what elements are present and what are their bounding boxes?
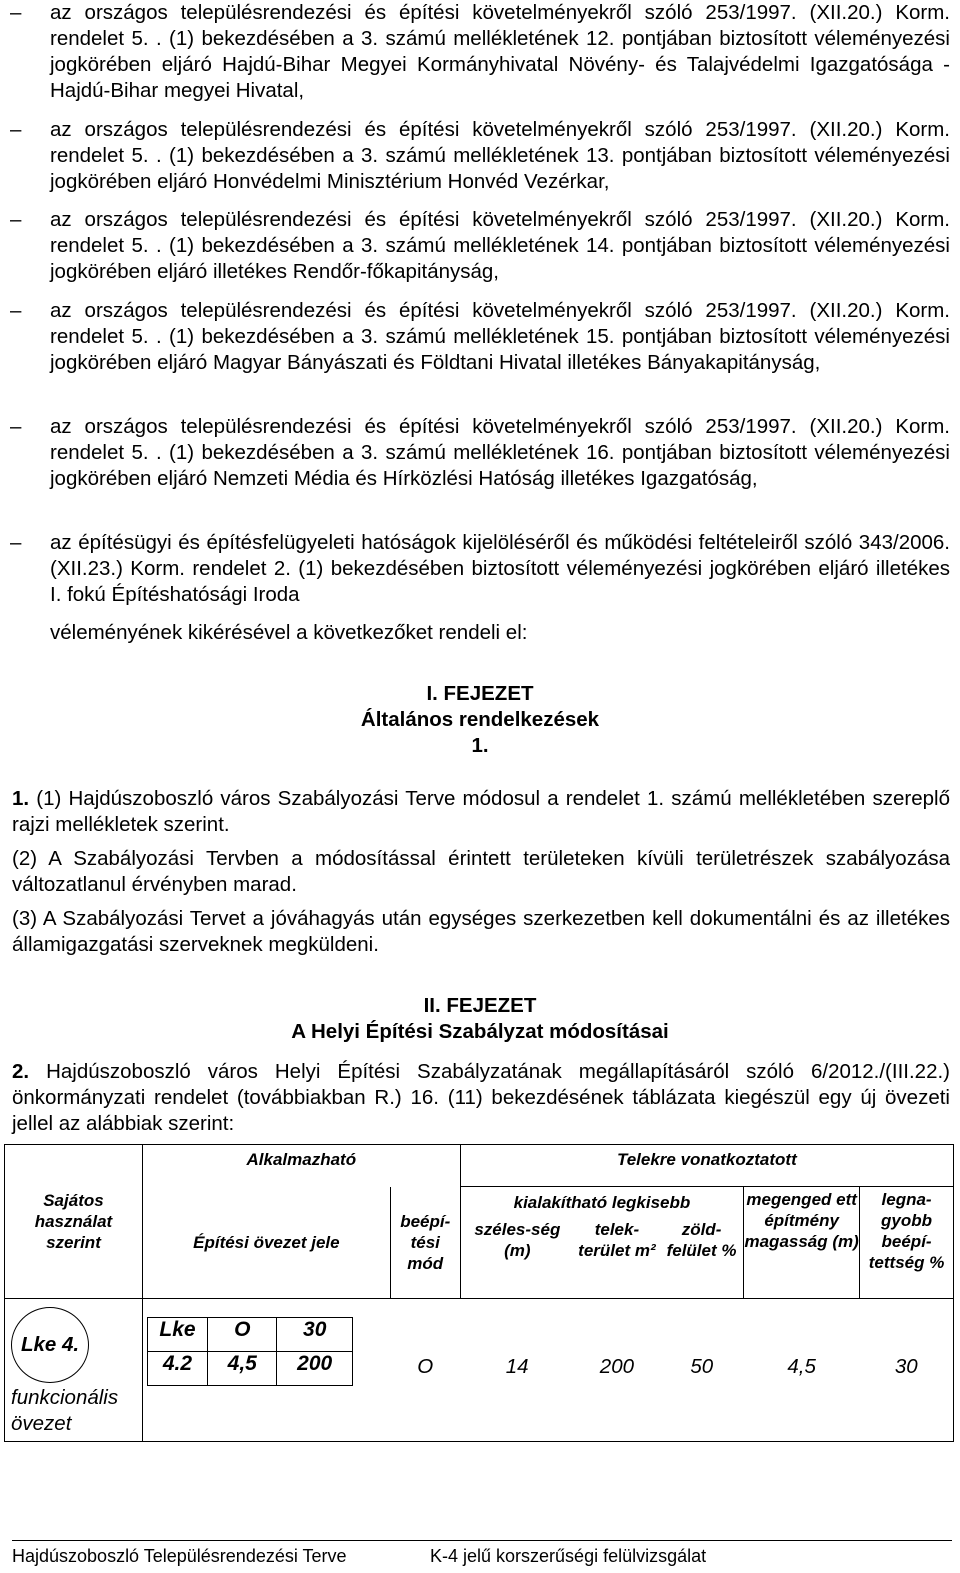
bullet-text: az országos településrendezési és építési követelményekről szóló 253/1997. (XII.20.) Korm. rendelet 5. . (1) bekezdésében a 3. számú mellékletének 12. pontjában biztosított véleményezési jogkörében eljáró Hajdú-Bihar Megyei Kormányhivatal Növény- és Talajvédelmi Igazgatósága - Hajdú-Bihar megyei Hivatal, [50,1,950,102]
bullet-item [0,117,950,195]
closing-text: véleményének kikérésével a következőket rendeli el: [50,621,528,644]
header-smallest: kialakítható legkisebb [460,1187,744,1219]
header-area: telek-terület m² [574,1219,660,1299]
zone-sign-cell [142,1299,390,1442]
sign-bottom-left: 4.2 [147,1352,207,1386]
sign-top-left: Lke [147,1318,207,1352]
bullet-text: az országos településrendezési és építési követelményekről szóló 253/1997. (XII.20.) Korm. rendelet 5. . (1) bekezdésében a 3. számú mellékletének 14. pontjában biztosított véleményezési jogkörében eljáró illetékes Rendőr-főkapitányság, [50,208,950,283]
use-cell [5,1299,143,1442]
header-width: széles-ség (m) [460,1219,574,1299]
bullet-text: az építésügyi és építésfelügyeleti hatóságok kijelöléséről és működési feltételeiről szóló 343/2006. (XII.23.) Korm. rendelet 2. (1) bekezdésében biztosított véleményezési jogkörében eljáró illetékes I. fokú Építéshatósági Iroda [50,531,950,606]
bullet-item [0,414,950,492]
sign-top-mid: O [208,1318,277,1352]
dash-icon: – [10,415,22,438]
header-height: megenged ett építmény magasság (m) [744,1187,860,1299]
chapter-number: II. FEJEZET [423,994,537,1017]
footer-right: K-4 jelű korszerűségi felülvizsgálat [430,1546,707,1566]
dash-icon: – [10,1,22,24]
paragraph-number: 1. [12,787,30,810]
header-lot: Telekre vonatkoztatott [460,1145,953,1187]
paragraph: 2. Hajdúszoboszló város Helyi Építési Szabályzatának megállapításáról szóló 6/2012./(III.22.) önkormányzati rendelet (továbbiakban R.) 16. (11) bekezdésének táblázata kiegészül egy új övezeti jellel az alábbiak szerint: [12,1060,950,1135]
cell-mode: O [390,1299,460,1442]
cell-width: 14 [460,1299,574,1442]
dash-icon: – [10,118,22,141]
bullet-text: az országos településrendezési és építési követelményekről szóló 253/1997. (XII.20.) Korm. rendelet 5. . (1) bekezdésében a 3. számú mellékletének 15. pontjában biztosított véleményezési jogkörében eljáró Magyar Bányászati és Földtani Hivatal illetékes Bányakapitányság, [50,299,950,374]
header-use: Sajátos használat szerint [5,1145,143,1299]
dash-icon: – [10,208,22,231]
sign-bottom-mid: 4,5 [208,1352,277,1386]
footer-left: Hajdúszoboszló Településrendezési Terve [12,1546,347,1566]
sign-top-right: 30 [277,1318,352,1352]
header-zone-sign: Építési övezet jele [142,1187,390,1299]
cell-area: 200 [574,1299,660,1442]
chapter-number: I. FEJEZET [426,682,534,705]
header-applicable: Alkalmazható [142,1145,460,1187]
bullet-text: az országos településrendezési és építési követelményekről szóló 253/1997. (XII.20.) Korm. rendelet 5. . (1) bekezdésében a 3. számú mellékletének 16. pontjában biztosított véleményezési jogkörében eljáró Nemzeti Média és Hírközlési Hatóság illetékes Igazgatóság, [50,415,950,490]
bullet-item [0,207,950,285]
footer-divider [12,1540,952,1541]
dash-icon: – [10,299,22,322]
zone-badge: Lke 4. [11,1307,89,1383]
bullet-item [0,298,950,376]
chapter-title: Általános rendelkezések [360,708,600,731]
section-number: 1. [471,734,489,757]
paragraph: 1. (1) Hajdúszoboszló város Szabályozási Terve módosul a rendelet 1. számú mellékletében szereplő rajzi mellékletek szerint. [12,787,950,836]
bullet-text: az országos településrendezési és építési követelményekről szóló 253/1997. (XII.20.) Korm. rendelet 5. . (1) bekezdésében a 3. számú mellékletének 13. pontjában biztosított véleményezési jogkörében eljáró Honvédelmi Minisztérium Honvéd Vezérkar, [50,118,950,193]
header-mode: beépí-tési mód [390,1187,460,1299]
zoning-table [4,1144,954,1442]
sign-bottom-right: 200 [277,1352,352,1386]
paragraph-number: 2. [12,1060,30,1083]
header-green: zöld-felület % [660,1219,744,1299]
chapter-title: A Helyi Építési Szabályzat módosításai [291,1020,669,1043]
cell-height: 4,5 [744,1299,860,1442]
bullet-item [0,0,950,104]
dash-icon: – [10,531,22,554]
zone-desc: funkcionális övezet [11,1386,119,1435]
paragraph: (3) A Szabályozási Tervet a jóváhagyás után egységes szerkezetben kell dokumentálni és az illetékes államigazgatási szerveknek megküldeni. [12,907,950,956]
header-density: legna-gyobb beépí-tettség % [860,1187,954,1299]
bullet-item [0,530,950,608]
cell-density: 30 [860,1299,954,1442]
paragraph: (2) A Szabályozási Tervben a módosítással érintett területeken kívüli területrészek szabályozása változatlanul érvényben marad. [12,847,950,896]
cell-green: 50 [660,1299,744,1442]
zone-sign-box [147,1317,353,1386]
